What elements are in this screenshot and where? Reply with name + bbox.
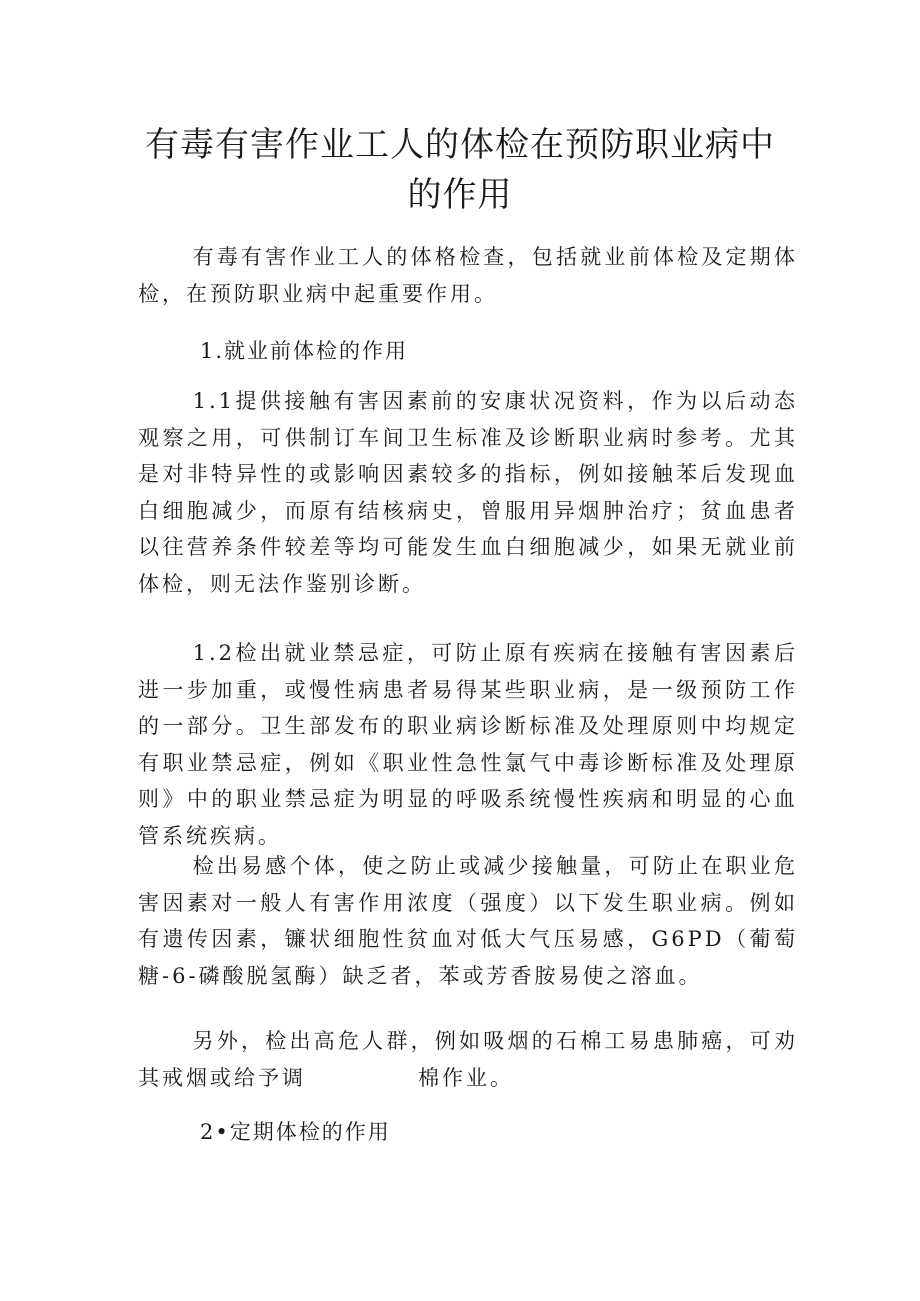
- paragraph-1-1: 1.1提供接触有害因素前的安康状况资料，作为以后动态观察之用，可供制订车间卫生标准及诊断职业病时参考。尤其是对非特异性的或影响因素较多的指标，例如接触苯后发现血白细胞减少，而原有结核病史，曾服用异烟肿治疗；贫血患者以往营养条件较差等均可能发生血白细胞减少，如果无就业前体检，则无法作鉴别诊断。: [138, 389, 798, 596]
- paragraph-1-2: 1.2检出就业禁忌症，可防止原有疾病在接触有害因素后进一步加重，或慢性病患者易得某些职业病，是一级预防工作的一部分。卫生部发布的职业病诊断标准及处理原则中均规定有职业禁忌症，例如《职业性急性氯气中毒诊断标准及处理原则》中的职业禁忌症为明显的呼吸系统慢性疾病和明显的心血管系统疾病。: [138, 641, 798, 848]
- section-2-heading: 2•定期体检的作用: [200, 1120, 391, 1144]
- high-risk-text-part-1: 另外，检出高危人群，例如吸烟的石棉工易患肺癌，可劝其戒烟或给予调: [138, 1029, 798, 1090]
- section-1-heading: 1.就业前体检的作用: [200, 339, 409, 363]
- document-title-line-1: 有毒有害作业工人的体检在预防职业病中: [145, 125, 775, 165]
- high-risk-text-part-2: 棉作业。: [418, 1065, 514, 1090]
- high-risk-paragraph: [138, 1023, 798, 1096]
- susceptible-individuals-paragraph: 检出易感个体，使之防止或减少接触量，可防止在职业危害因素对一般人有害作用浓度（强度）以下发生职业病。例如有遗传因素，镰状细胞性贫血对低大气压易感，G6PD（葡萄糖-6-磷酸脱氢酶）缺乏者，苯或芳香胺易使之溶血。: [138, 854, 798, 988]
- intro-paragraph: 有毒有害作业工人的体格检查，包括就业前体检及定期体检，在预防职业病中起重要作用。: [138, 245, 798, 306]
- document-title-line-2: 的作用: [407, 175, 513, 215]
